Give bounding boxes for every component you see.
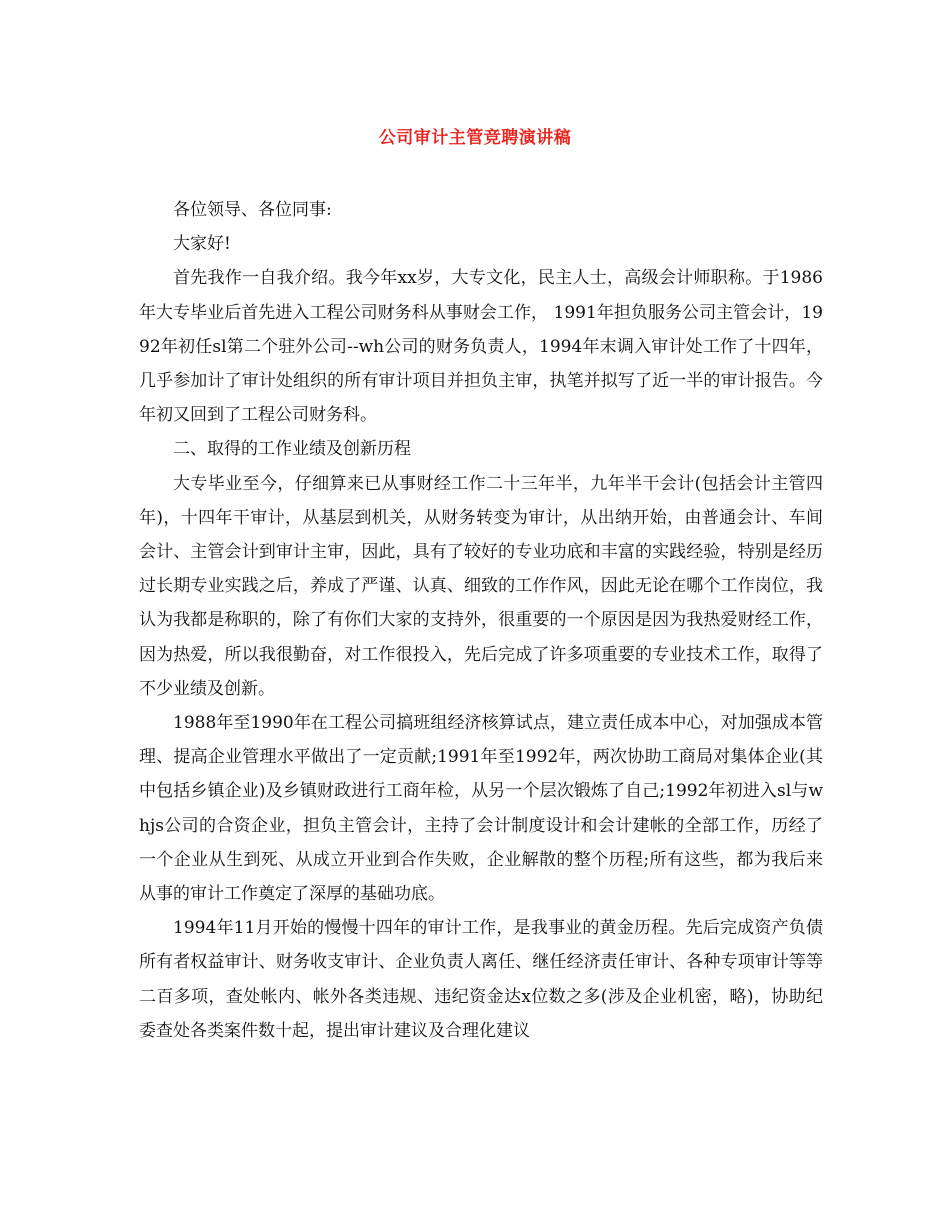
- paragraph-greeting: 大家好!: [173, 234, 231, 255]
- document-body: [139, 193, 823, 1048]
- paragraph-1988-1992: 1988年至1990年在工程公司搞班组经济核算试点，建立责任成本中心，对加强成本管理、提高企业管理水平做出了一定贡献;1991年至1992年，两次协助工商局对集体企业(其中包括乡镇企业)及乡镇财政进行工商年检，从另一个层次锻炼了自己;1992年初进入sl与whjs公司的合资企业，担负主管会计，主持了会计制度设计和会计建帐的全部工作，历经了一个企业从生到死、从成立开业到合作失败，企业解散的整个历程;所有这些，都为我后来从事的审计工作奠定了深厚的基础功底。: [139, 713, 823, 905]
- paragraph-salutation: 各位领导、各位同事:: [173, 200, 332, 220]
- paragraph-career-summary: 大专毕业至今，仔细算来已从事财经工作二十三年半，九年半干会计(包括会计主管四年)，十四年干审计，从基层到机关，从财务转变为审计，从出纳开始，由普通会计、车间会计、主管会计到审计主审，因此，具有了较好的专业功底和丰富的实践经验，特别是经历过长期专业实践之后，养成了严谨、认真、细致的工作作风，因此无论在哪个工作岗位，我认为我都是称职的，除了有你们大家的支持外，很重要的一个原因是因为我热爱财经工作，因为热爱，所以我很勤奋，对工作很投入，先后完成了许多项重要的专业技术工作，取得了不少业绩及创新。: [139, 473, 823, 699]
- section-heading-achievements: 二、取得的工作业绩及创新历程: [173, 439, 411, 460]
- paragraph-introduction: 首先我作一自我介绍。我今年xx岁，大专文化，民主人士，高级会计师职称。于1986年大专毕业后首先进入工程公司财务科从事财会工作， 1991年担负服务公司主管会计，1992年初任sl第二个驻外公司--wh公司的财务负责人，1994年末调入审计处工作了十四年，几乎参加计了审计处组织的所有审计项目并担负主审，执笔并拟写了近一半的审计报告。今年初又回到了工程公司财务科。: [139, 268, 823, 426]
- paragraph-1994-audit: 1994年11月开始的慢慢十四年的审计工作，是我事业的黄金历程。先后完成资产负债所有者权益审计、财务收支审计、企业负责人离任、继任经济责任审计、各种专项审计等等二百多项，查处帐内、帐外各类违规、违纪资金达x位数之多(涉及企业机密，略)，协助纪委查处各类案件数十起，提出审计建议及合理化建议: [139, 918, 823, 1041]
- document-title: 公司审计主管竞聘演讲稿: [378, 128, 572, 148]
